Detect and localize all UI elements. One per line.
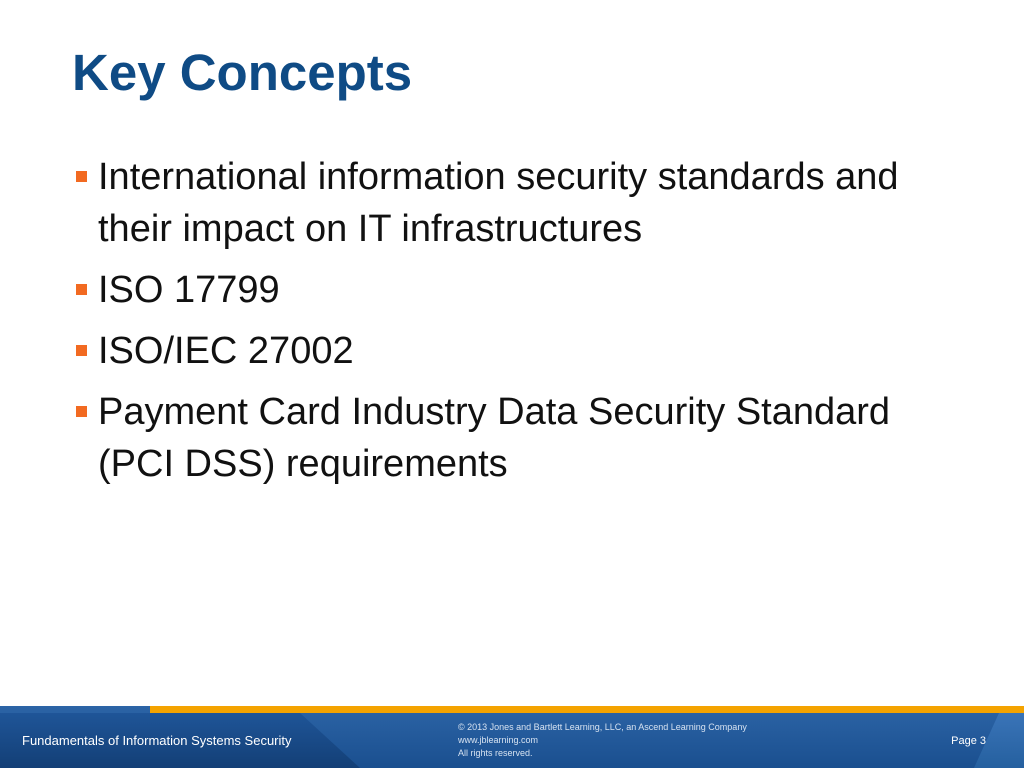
footer-accent-stripe xyxy=(150,706,1024,713)
slide-title: Key Concepts xyxy=(72,44,413,101)
bullet-item xyxy=(72,386,952,490)
footer-copyright: © 2013 Jones and Bartlett Learning, LLC, an Ascend Learning Company xyxy=(458,722,747,732)
footer-copyright-block xyxy=(458,721,747,760)
bullet-item xyxy=(72,325,952,377)
bullet-item xyxy=(72,151,952,255)
page-number: Page 3 xyxy=(951,735,986,747)
bullet-text: International information security standards and their impact on IT infrastructures xyxy=(98,156,899,250)
bullet-text: Payment Card Industry Data Security Standard (PCI DSS) requirements xyxy=(98,391,891,485)
square-bullet-icon xyxy=(76,171,87,182)
square-bullet-icon xyxy=(76,284,87,295)
bullet-list xyxy=(72,151,952,499)
bullet-text: ISO 17799 xyxy=(98,269,280,311)
footer-course-title: Fundamentals of Information Systems Security xyxy=(22,733,292,748)
bullet-item xyxy=(72,264,952,316)
square-bullet-icon xyxy=(76,345,87,356)
footer-rights: All rights reserved. xyxy=(458,748,533,758)
square-bullet-icon xyxy=(76,406,87,417)
bullet-text: ISO/IEC 27002 xyxy=(98,330,354,372)
footer-website: www.jblearning.com xyxy=(458,735,539,745)
